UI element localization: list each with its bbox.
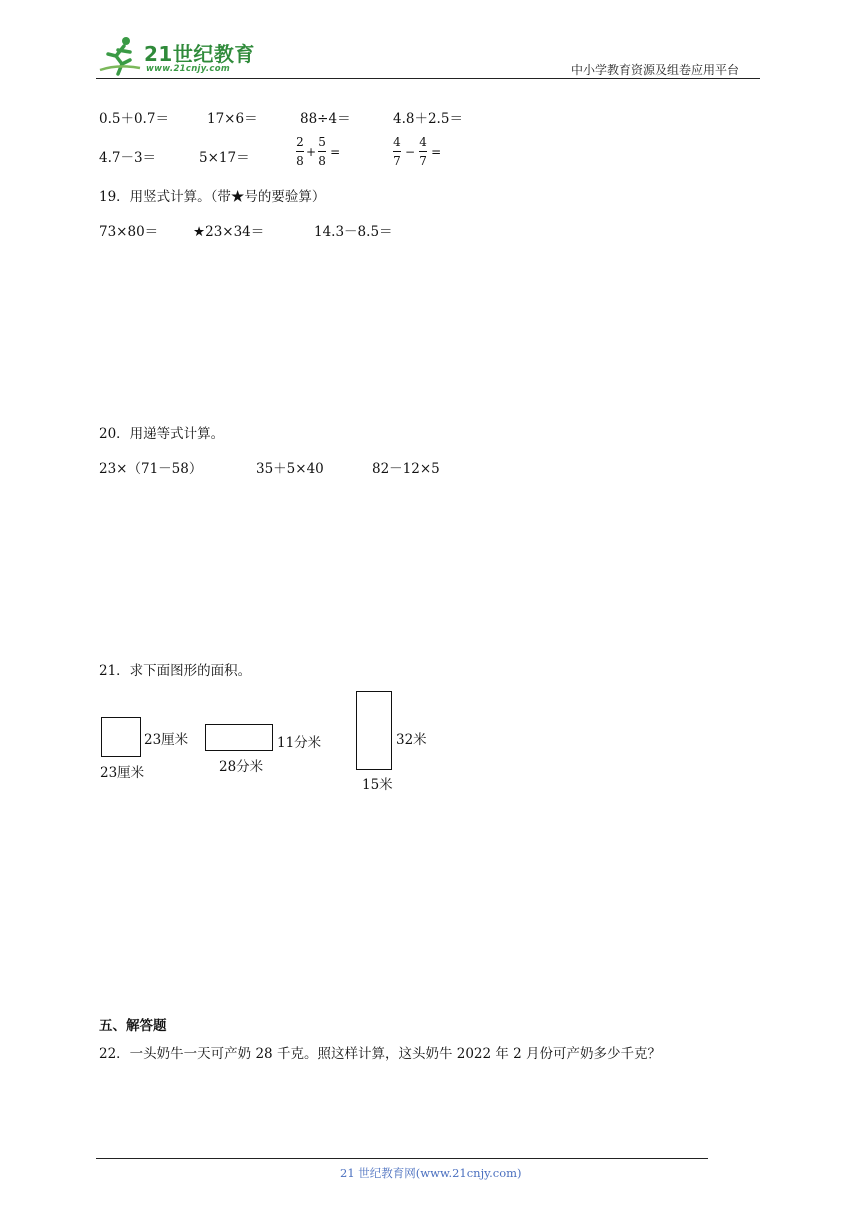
calc-item: 23×（71－58） bbox=[99, 461, 203, 477]
fraction bbox=[318, 135, 326, 168]
fraction bbox=[419, 135, 427, 168]
equals-sign: = bbox=[330, 144, 341, 159]
question-20-title: 20．用递等式计算。 bbox=[99, 426, 225, 442]
calc-item: 17×6＝ bbox=[207, 111, 258, 127]
calc-item: ★23×34＝ bbox=[193, 224, 265, 240]
section-5-title: 五、解答题 bbox=[99, 1018, 167, 1034]
calc-item: 0.5＋0.7＝ bbox=[99, 111, 169, 127]
numerator: 4 bbox=[419, 135, 427, 149]
numerator: 4 bbox=[393, 135, 401, 149]
fraction bbox=[393, 135, 401, 168]
header-platform-text: 中小学教育资源及组卷应用平台 bbox=[571, 63, 740, 77]
calc-item: 14.3－8.5＝ bbox=[314, 224, 393, 240]
equals-sign: = bbox=[431, 144, 442, 159]
question-21-title: 21．求下面图形的面积。 bbox=[99, 663, 252, 679]
logo-url: www.21cnjy.com bbox=[146, 64, 230, 74]
square-side-label: 23厘米 bbox=[144, 732, 189, 748]
fraction bbox=[296, 135, 304, 168]
logo-text: 21世纪教育 bbox=[144, 42, 255, 66]
square-shape bbox=[101, 717, 141, 757]
calc-item: 35＋5×40 bbox=[256, 461, 324, 477]
denominator: 8 bbox=[318, 154, 326, 168]
square-bottom-label: 23厘米 bbox=[100, 765, 145, 781]
footer-link[interactable]: 21 世纪教育网(www.21cnjy.com) bbox=[340, 1166, 522, 1180]
calc-item: 4.7－3＝ bbox=[99, 150, 157, 166]
tall-rectangle-side-label: 32米 bbox=[396, 732, 427, 748]
rectangle-bottom-label: 28分米 bbox=[219, 759, 264, 775]
tall-rectangle-shape bbox=[356, 691, 392, 770]
runner-logo-icon bbox=[96, 34, 142, 76]
denominator: 8 bbox=[296, 154, 304, 168]
tall-rectangle-bottom-label: 15米 bbox=[362, 777, 393, 793]
calc-item: 5×17＝ bbox=[199, 150, 250, 166]
fraction-expression bbox=[296, 135, 342, 168]
calc-item: 73×80＝ bbox=[99, 224, 159, 240]
calc-item: 82－12×5 bbox=[372, 461, 440, 477]
operator: + bbox=[306, 144, 317, 159]
footer-rule bbox=[96, 1158, 708, 1159]
calc-item: 4.8＋2.5＝ bbox=[393, 111, 463, 127]
logo bbox=[96, 34, 266, 78]
numerator: 5 bbox=[318, 135, 326, 149]
header-rule bbox=[96, 78, 760, 79]
operator: − bbox=[405, 144, 416, 159]
fraction-expression bbox=[393, 135, 443, 168]
rectangle-side-label: 11分米 bbox=[277, 735, 322, 751]
rectangle-shape bbox=[205, 724, 273, 751]
question-19-title: 19．用竖式计算。（带★号的要验算） bbox=[99, 189, 326, 205]
calc-item: 88÷4＝ bbox=[300, 111, 351, 127]
denominator: 7 bbox=[393, 154, 401, 168]
numerator: 2 bbox=[296, 135, 304, 149]
denominator: 7 bbox=[419, 154, 427, 168]
question-22: 22．一头奶牛一天可产奶 28 千克。照这样计算，这头奶牛 2022 年 2 月份可产奶多少千克？ bbox=[99, 1046, 662, 1062]
